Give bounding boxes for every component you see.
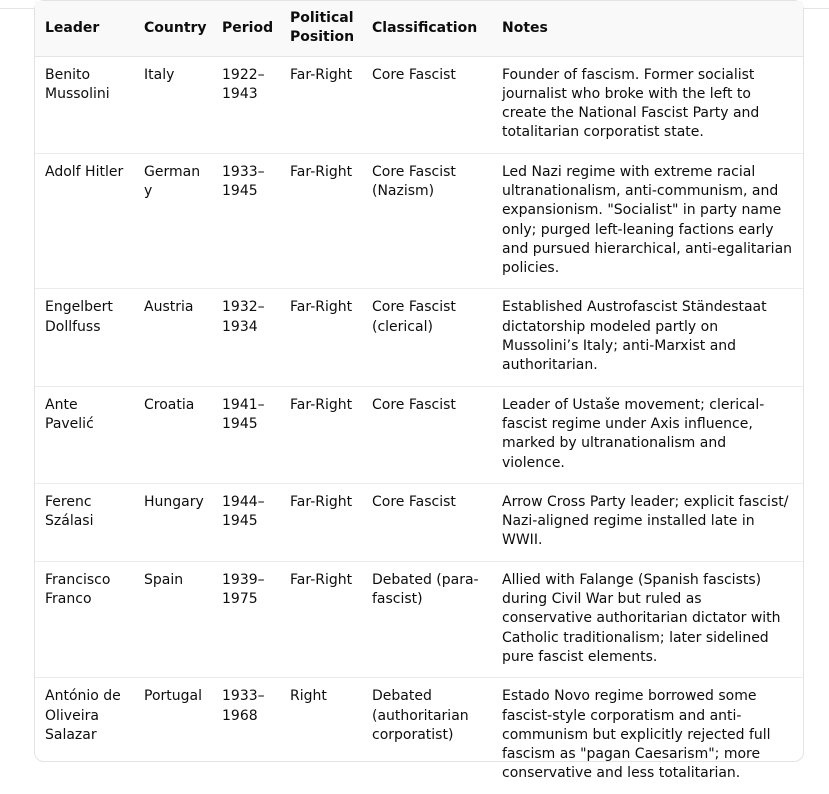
header-country: Country — [134, 1, 212, 56]
cell-period: 1933–1968 — [222, 688, 265, 724]
cell-leader: Ante Pavelić — [35, 386, 134, 483]
cell-classification: Core Fascist (clerical) — [362, 289, 492, 386]
cell-period: 1941–1945 — [212, 386, 280, 483]
cell-political-position: Far-Right — [280, 56, 362, 153]
cell-country: Austria — [134, 289, 212, 386]
cell-political-position: Far-Right — [280, 386, 362, 483]
cell-classification: Debated (authoritarian corporatist) — [372, 688, 469, 743]
table-row — [35, 289, 803, 386]
cell-country: Germany — [134, 153, 212, 289]
cell-notes: Led Nazi regime with extreme racial ultranationalism, anti-communism, and expansionism. "Socialist" in party name only; purged left-leaning factions early and pursued hierarchical, anti-egalitarian policies. — [492, 153, 803, 289]
cell-notes: Estado Novo regime borrowed some fascist-style corporatism and anti-communism but explicitly rejected full fascism as "pagan Caesarism"; more conservative and less totalitarian. — [502, 688, 771, 782]
cell-political-position: Far-Right — [280, 153, 362, 289]
table-body — [35, 56, 803, 794]
cell-notes: Founder of fascism. Former socialist journalist who broke with the left to create the National Fascist Party and totalitarian corporatist state. — [492, 56, 803, 153]
header-leader: Leader — [35, 1, 134, 56]
cell-leader: Benito Mussolini — [35, 56, 134, 153]
cell-classification: Core Fascist — [362, 386, 492, 483]
cell-leader: Adolf Hitler — [35, 153, 134, 289]
cell-notes: Established Austrofascist Ständestaat dictatorship modeled partly on Mussolini’s Italy; anti-Marxist and authoritarian. — [492, 289, 803, 386]
header-period: Period — [212, 1, 280, 56]
cell-classification: Debated (para-fascist) — [362, 561, 492, 677]
cell-country: Spain — [134, 561, 212, 677]
cell-classification: Core Fascist — [362, 483, 492, 561]
cell-period: 1932–1934 — [212, 289, 280, 386]
table-header — [35, 1, 803, 56]
cell-period: 1944–1945 — [212, 483, 280, 561]
cell-leader: Engelbert Dollfuss — [35, 289, 134, 386]
cell-political-position: Far-Right — [280, 483, 362, 561]
leaders-table — [35, 1, 803, 794]
cell-political-position: Far-Right — [280, 289, 362, 386]
cell-leader: António de Oliveira Salazar — [45, 688, 121, 743]
cell-classification: Core Fascist — [362, 56, 492, 153]
header-classification: Classification — [362, 1, 492, 56]
table-row — [35, 56, 803, 153]
cell-notes: Arrow Cross Party leader; explicit fascist/ Nazi-aligned regime installed late in WWII. — [492, 483, 803, 561]
header-notes: Notes — [492, 1, 803, 56]
header-political-position: Political Position — [280, 1, 362, 56]
cell-country: Portugal — [144, 688, 202, 705]
cell-notes: Allied with Falange (Spanish fascists) during Civil War but ruled as conservative authoritarian dictator with Catholic traditionalism; later sidelined pure fascist elements. — [492, 561, 803, 677]
cell-country: Hungary — [134, 483, 212, 561]
table-row — [35, 678, 803, 794]
table-row — [35, 483, 803, 561]
cell-political-position: Right — [290, 688, 327, 705]
cell-country: Italy — [134, 56, 212, 153]
table-container — [34, 0, 804, 782]
table-row — [35, 561, 803, 677]
cell-leader: Ferenc Szálasi — [35, 483, 134, 561]
cell-period: 1939–1975 — [212, 561, 280, 677]
cell-classification: Core Fascist (Nazism) — [362, 153, 492, 289]
cell-period: 1933–1945 — [212, 153, 280, 289]
cell-notes: Leader of Ustaše movement; clerical-fascist regime under Axis influence, marked by ultranationalism and violence. — [492, 386, 803, 483]
cell-leader: Francisco Franco — [35, 561, 134, 677]
table-row — [35, 386, 803, 483]
header-row — [35, 1, 803, 56]
cell-political-position: Far-Right — [280, 561, 362, 677]
cell-period: 1922–1943 — [212, 56, 280, 153]
table-row — [35, 153, 803, 289]
cell-country: Croatia — [134, 386, 212, 483]
